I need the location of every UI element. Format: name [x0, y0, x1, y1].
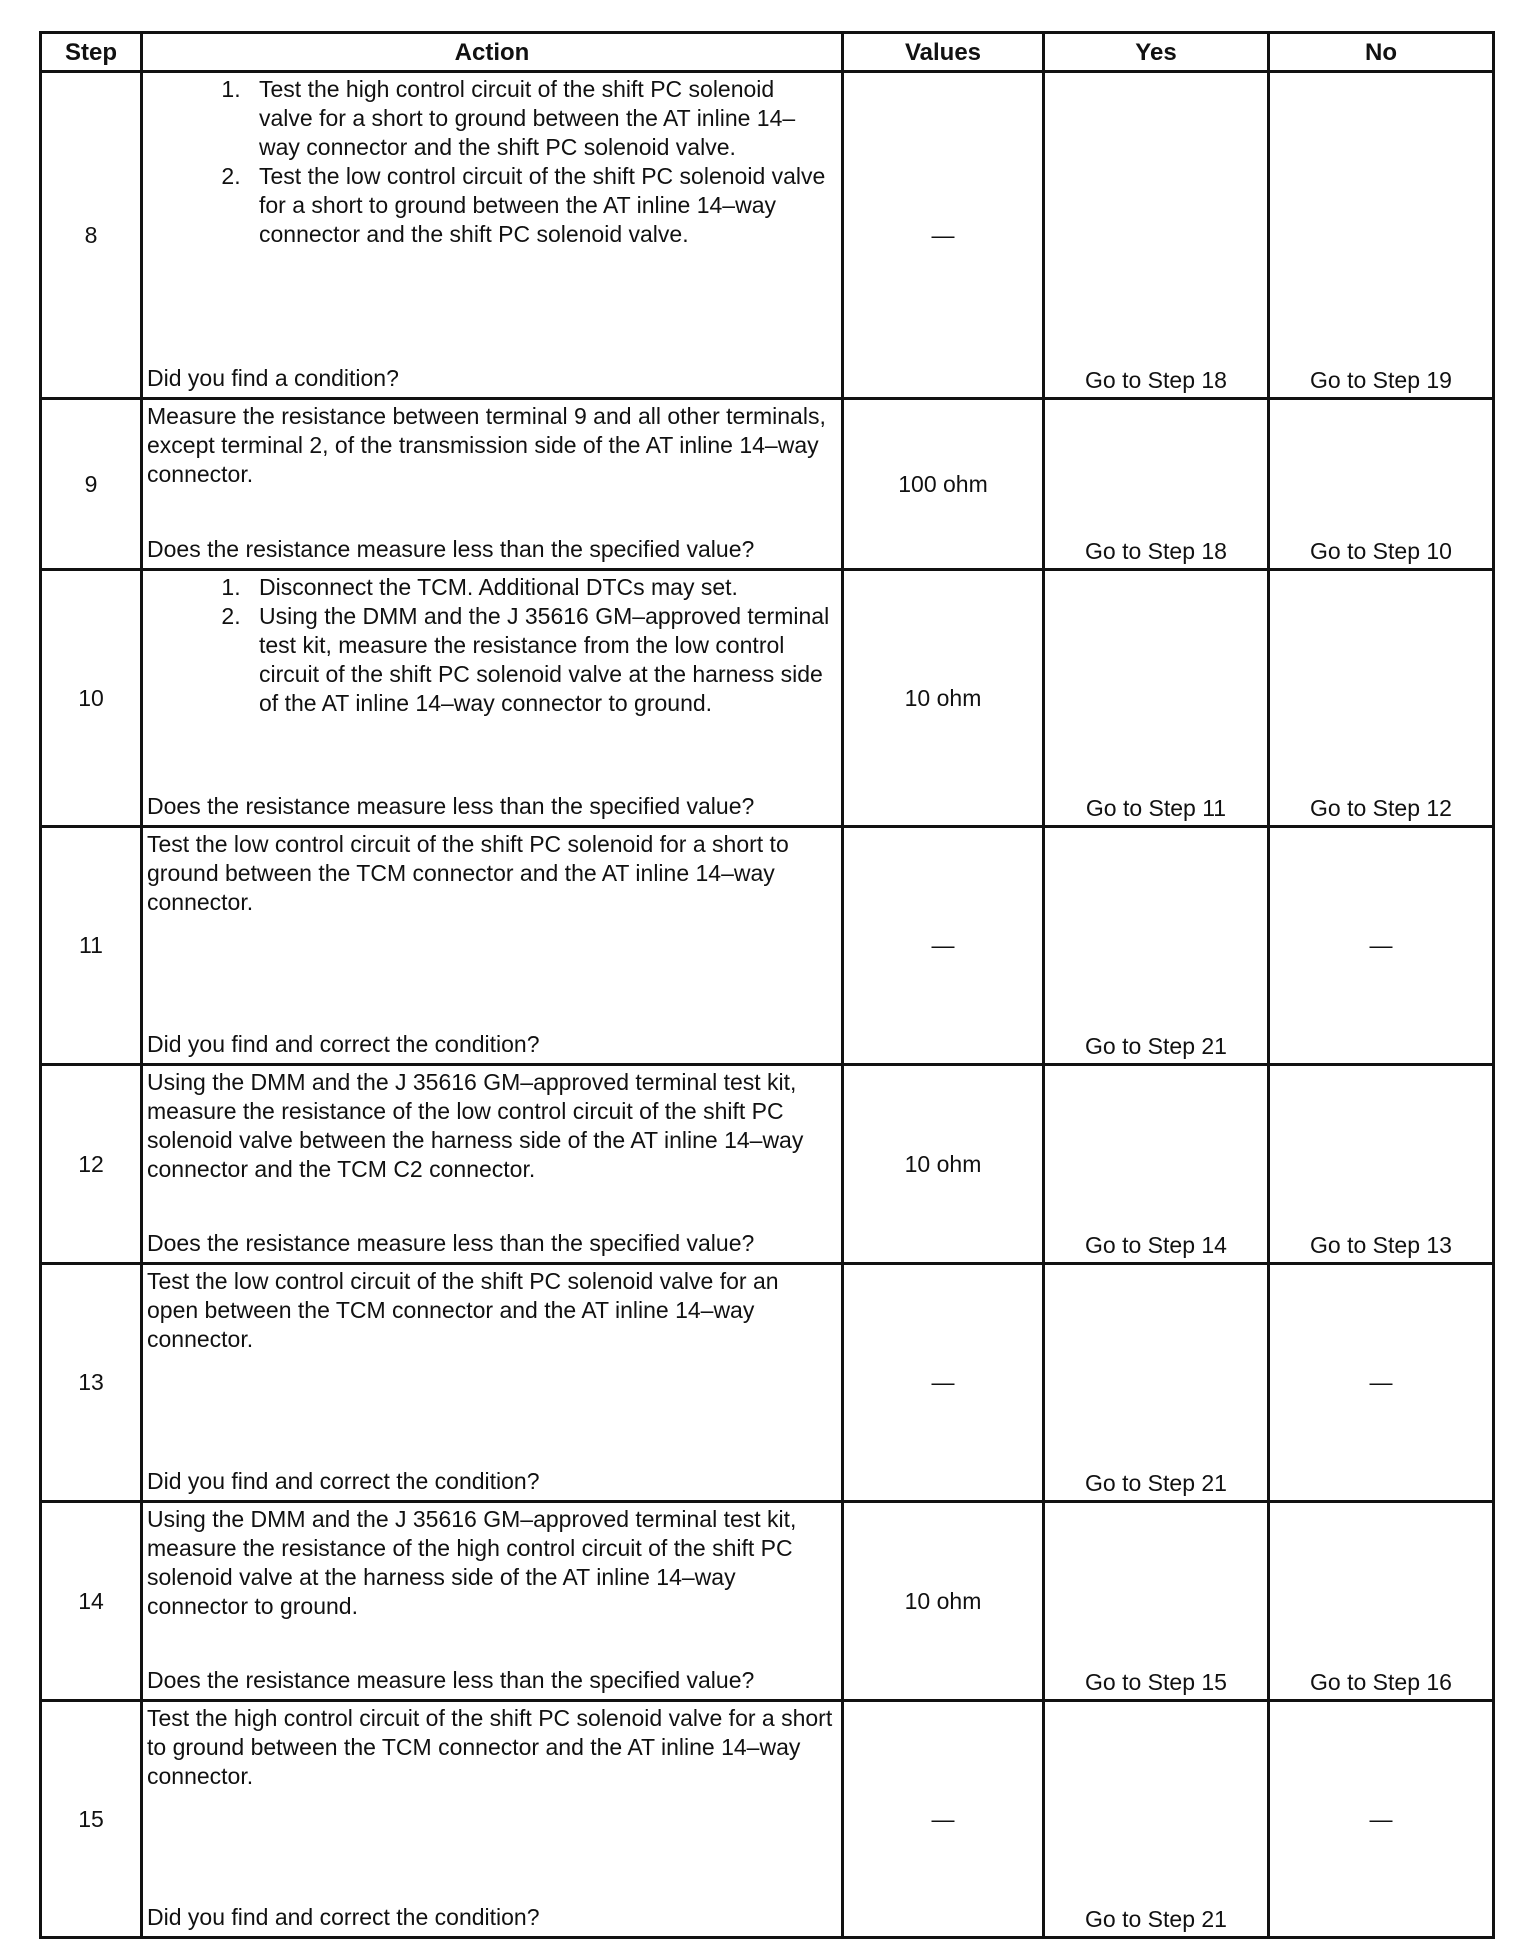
- action-question: Did you find and correct the condition?: [147, 1904, 540, 1930]
- step-number: 14: [41, 1502, 142, 1701]
- action-cell: [142, 827, 843, 1065]
- yes-cell: Go to Step 21: [1044, 827, 1269, 1065]
- action-question: Does the resistance measure less than the specified value?: [147, 536, 755, 562]
- step-number: 13: [41, 1264, 142, 1502]
- value-cell: 100 ohm: [843, 399, 1044, 570]
- header-yes: Yes: [1044, 33, 1269, 72]
- step-number: 12: [41, 1065, 142, 1264]
- action-question: Did you find a condition?: [147, 365, 399, 391]
- no-cell: —: [1269, 1701, 1494, 1938]
- table-row: [41, 72, 1494, 399]
- table-row: [41, 1701, 1494, 1938]
- no-cell: Go to Step 16: [1269, 1502, 1494, 1701]
- no-cell: Go to Step 12: [1269, 570, 1494, 827]
- yes-cell: Go to Step 14: [1044, 1065, 1269, 1264]
- no-cell: —: [1269, 827, 1494, 1065]
- action-cell: [142, 1502, 843, 1701]
- action-text: Using the DMM and the J 35616 GM–approved terminal test kit, measure the resistance of the low control circuit of the shift PC solenoid valve between the harness side of the AT inline 14–way connector and the TCM C2 connector.: [147, 1069, 804, 1182]
- no-cell: —: [1269, 1264, 1494, 1502]
- table-row: [41, 1264, 1494, 1502]
- action-steps: [147, 75, 833, 249]
- action-question: Does the resistance measure less than the specified value?: [147, 1230, 755, 1256]
- step-number: 8: [41, 72, 142, 399]
- action-question: Does the resistance measure less than the specified value?: [147, 1667, 755, 1693]
- action-steps: [147, 573, 833, 718]
- action-text: Test the low control circuit of the shift PC solenoid valve for an open between the TCM connector and the AT inline 14–way connector.: [147, 1268, 779, 1352]
- action-step: 1. Test the high control circuit of the shift PC solenoid valve for a short to ground between the AT inline 14–way connector and the shift PC solenoid valve.: [247, 75, 833, 162]
- header-row: [41, 33, 1494, 72]
- action-question: Did you find and correct the condition?: [147, 1468, 540, 1494]
- action-cell: [142, 570, 843, 827]
- value-cell: 10 ohm: [843, 570, 1044, 827]
- yes-cell: Go to Step 15: [1044, 1502, 1269, 1701]
- action-step: 2. Test the low control circuit of the shift PC solenoid valve for a short to ground between the AT inline 14–way connector and the shift PC solenoid valve.: [247, 162, 833, 249]
- step-number: 9: [41, 399, 142, 570]
- no-cell: Go to Step 13: [1269, 1065, 1494, 1264]
- action-cell: [142, 1701, 843, 1938]
- yes-cell: Go to Step 21: [1044, 1701, 1269, 1938]
- value-cell: —: [843, 1264, 1044, 1502]
- diagnostic-table-container: [39, 31, 1492, 1939]
- action-question: Does the resistance measure less than the specified value?: [147, 793, 755, 819]
- no-cell: Go to Step 19: [1269, 72, 1494, 399]
- action-cell: [142, 399, 843, 570]
- step-number: 15: [41, 1701, 142, 1938]
- table-row: [41, 1502, 1494, 1701]
- header-action: Action: [142, 33, 843, 72]
- action-question: Did you find and correct the condition?: [147, 1031, 540, 1057]
- header-step: Step: [41, 33, 142, 72]
- table-row: [41, 827, 1494, 1065]
- action-step: 1. Disconnect the TCM. Additional DTCs may set.: [247, 573, 833, 602]
- table-row: [41, 1065, 1494, 1264]
- no-cell: Go to Step 10: [1269, 399, 1494, 570]
- step-number: 10: [41, 570, 142, 827]
- action-text: Using the DMM and the J 35616 GM–approved terminal test kit, measure the resistance of the high control circuit of the shift PC solenoid valve at the harness side of the AT inline 14–way connector to ground.: [147, 1506, 797, 1619]
- action-cell: [142, 1065, 843, 1264]
- diagnostic-table: [39, 31, 1495, 1939]
- action-text: Test the high control circuit of the shift PC solenoid valve for a short to ground between the TCM connector and the AT inline 14–way connector.: [147, 1705, 833, 1789]
- value-cell: 10 ohm: [843, 1065, 1044, 1264]
- action-text: Measure the resistance between terminal 9 and all other terminals, except terminal 2, of the transmission side of the AT inline 14–way connector.: [147, 403, 826, 487]
- value-cell: —: [843, 1701, 1044, 1938]
- action-step: 2. Using the DMM and the J 35616 GM–approved terminal test kit, measure the resistance from the low control circuit of the shift PC solenoid valve at the harness side of the AT inline 14–way connector to ground.: [247, 602, 833, 718]
- action-text: Test the low control circuit of the shift PC solenoid for a short to ground between the TCM connector and the AT inline 14–way connector.: [147, 831, 789, 915]
- action-cell: [142, 1264, 843, 1502]
- yes-cell: Go to Step 11: [1044, 570, 1269, 827]
- value-cell: 10 ohm: [843, 1502, 1044, 1701]
- step-number: 11: [41, 827, 142, 1065]
- yes-cell: Go to Step 18: [1044, 399, 1269, 570]
- table-row: [41, 399, 1494, 570]
- value-cell: —: [843, 827, 1044, 1065]
- header-values: Values: [843, 33, 1044, 72]
- action-cell: [142, 72, 843, 399]
- yes-cell: Go to Step 21: [1044, 1264, 1269, 1502]
- value-cell: —: [843, 72, 1044, 399]
- header-no: No: [1269, 33, 1494, 72]
- yes-cell: Go to Step 18: [1044, 72, 1269, 399]
- table-row: [41, 570, 1494, 827]
